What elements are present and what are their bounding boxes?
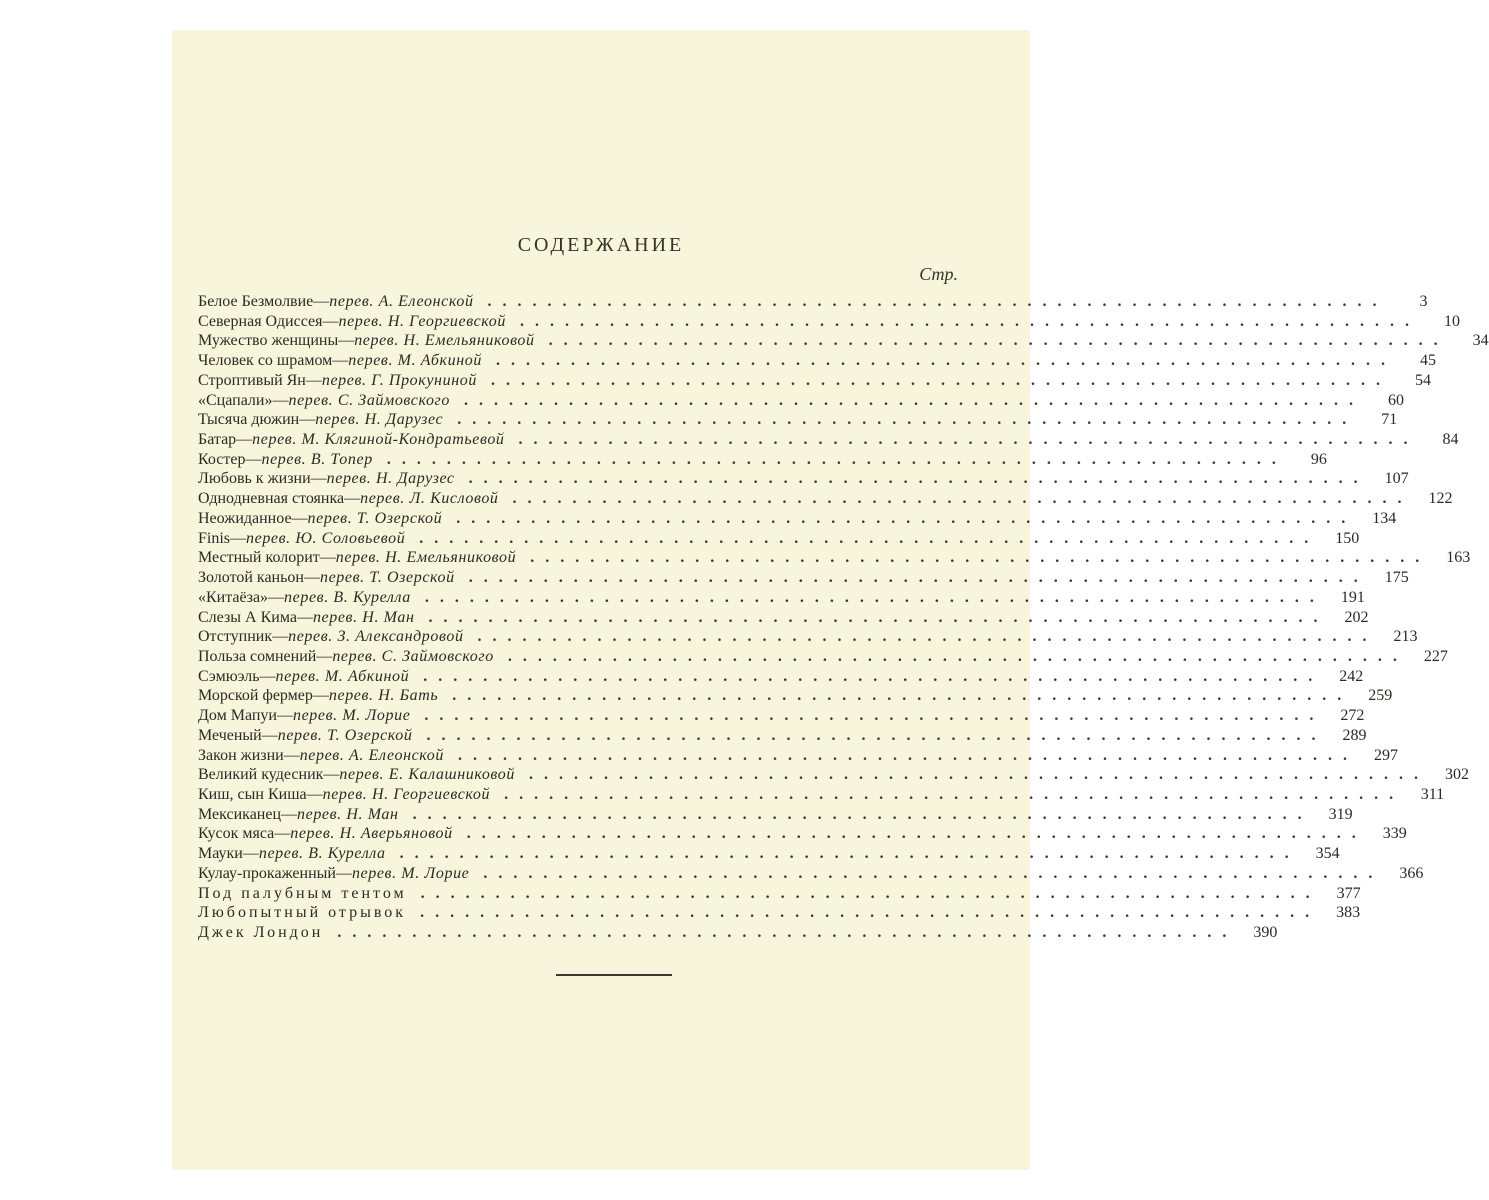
toc-entry-title: Костер (198, 450, 246, 468)
toc-entry (198, 608, 1369, 628)
dot-leader: ............................................................ (468, 569, 1369, 587)
toc-entry (198, 509, 1397, 529)
toc-entry-translator: перев. Н. Ман (297, 805, 399, 823)
toc-entry-translator: перев. Е. Калашниковой (339, 766, 515, 784)
dot-leader: ............................................................ (428, 608, 1329, 626)
toc-entry-page-number: 45 (1419, 352, 1436, 370)
toc-entry-translator: перев. А. Елеонской (299, 746, 444, 764)
dot-leader: ............................................................ (452, 687, 1353, 705)
toc-entry-translator: перев. З. Александровой (288, 628, 464, 646)
toc-entry (198, 588, 1365, 608)
toc-entry-dash: — (299, 411, 316, 429)
dot-leader: ............................................................ (464, 391, 1364, 409)
toc-entry-page-number: 84 (1442, 431, 1459, 449)
toc-entry (198, 529, 1360, 549)
toc-entry-page-number: 3 (1419, 293, 1428, 310)
toc-entry-page-number: 297 (1373, 746, 1398, 764)
dot-leader: ............................................................ (457, 411, 1358, 429)
toc-entry (198, 312, 1460, 332)
toc-entry (198, 667, 1364, 687)
dot-leader: ............................................................ (424, 588, 1325, 606)
toc-entry-translator: перев. Н. Бать (328, 687, 439, 705)
toc-entry-title: Под палубным тентом (198, 884, 407, 902)
toc-entry-title: Неожиданное (198, 509, 292, 527)
toc-entry-title: Человек со шрамом (198, 352, 333, 370)
toc-entry-page-number: 34 (1472, 332, 1489, 350)
dot-leader: ............................................................ (420, 884, 1321, 902)
toc-entry-title: Великий кудесник (198, 766, 324, 784)
toc-entry (198, 391, 1404, 411)
dot-leader: ............................................................ (457, 746, 1358, 764)
toc-entry-title: Морской фермер (198, 687, 313, 705)
toc-entry-translator: перев. М. Клягиной-Кондратьевой (252, 431, 505, 449)
toc-entry-dash: — (338, 332, 355, 350)
toc-entry-title: Finis (198, 529, 231, 547)
dot-leader: ............................................................ (424, 707, 1325, 725)
toc-entry-title: Местный колорит (198, 549, 320, 567)
dot-leader: ............................................................ (519, 312, 1420, 330)
toc-entry-dash: — (281, 805, 298, 823)
toc-entry-title: Батар (198, 431, 237, 449)
dot-leader: ............................................................ (337, 924, 1238, 941)
dot-leader: ............................................................ (412, 805, 1313, 823)
toc-entry-title: Сэмюэль (198, 667, 260, 685)
toc-entry-page-number: 191 (1340, 588, 1365, 606)
dot-leader: ............................................................ (490, 371, 1391, 389)
toc-entry-dash: — (261, 726, 278, 744)
toc-entry-translator: перев. Л. Кисловой (360, 490, 499, 508)
toc-entry-page-number: 259 (1368, 687, 1393, 705)
toc-entry-page-number: 319 (1328, 805, 1353, 823)
toc-entry (198, 785, 1445, 805)
toc-entry-translator: перев. В. Курелла (258, 845, 386, 863)
toc-entry-page-number: 107 (1384, 470, 1409, 488)
toc-entry-title: Кусок мяса (198, 825, 275, 843)
toc-entry-page-number: 377 (1336, 884, 1361, 902)
toc-entry-dash: — (272, 628, 289, 646)
toc-entry-dash: — (230, 529, 247, 547)
toc-entry-title: «Китаёза» (198, 588, 269, 606)
toc-entry-dash: — (335, 864, 352, 882)
toc-entry-translator: перев. Н. Аверьяновой (290, 825, 453, 843)
dot-leader: ............................................................ (466, 825, 1367, 843)
toc-entry-dash: — (296, 608, 313, 626)
toc-entry (198, 686, 1393, 706)
toc-entry-page-number: 96 (1310, 450, 1327, 468)
toc-heading: СОДЕРЖАНИЕ (517, 234, 685, 256)
dot-leader: ............................................................ (420, 904, 1321, 922)
toc-entry-page-number: 339 (1382, 825, 1407, 843)
toc-entry-page-number: 366 (1399, 864, 1424, 882)
toc-entry-dash: — (242, 845, 259, 863)
toc-entry (198, 765, 1469, 785)
toc-entry-page-number: 60 (1388, 391, 1404, 409)
toc-entry-translator: перев. Н. Георгиевской (338, 312, 506, 330)
toc-entry-title: Слезы А Кима (198, 608, 297, 626)
toc-entry-dash: — (236, 431, 253, 449)
toc-entry (198, 746, 1398, 766)
toc-entry-dash: — (283, 746, 300, 764)
closing-rule (556, 974, 672, 976)
toc-entry-dash: — (303, 569, 320, 587)
toc-entry-page-number: 390 (1253, 924, 1278, 941)
toc-entry (198, 548, 1471, 568)
toc-entry (198, 647, 1448, 667)
toc-entry-title: Мужество женщины (198, 332, 339, 350)
dot-leader: ............................................................ (419, 529, 1320, 547)
toc-entry-dash: — (344, 490, 361, 508)
dot-leader: ............................................................ (456, 509, 1357, 527)
toc-entry-translator: перев. В. Курелла (284, 588, 411, 606)
dot-leader: ............................................................ (426, 726, 1327, 744)
toc-entry (198, 706, 1365, 726)
toc-entry-dash: — (305, 371, 322, 389)
toc-entry (198, 726, 1367, 746)
toc-entry-translator: перев. В. Топер (261, 450, 373, 468)
dot-leader: ............................................................ (423, 667, 1324, 685)
dot-leader: ............................................................ (518, 431, 1419, 449)
toc-entry (198, 410, 1398, 430)
toc-entry-translator: перев. А. Елеонской (329, 293, 474, 310)
toc-entry-page-number: 213 (1393, 628, 1418, 646)
dot-leader: ............................................................ (512, 490, 1413, 508)
toc-entry-translator: перев. Т. Озерской (277, 726, 413, 744)
toc-entry (198, 844, 1340, 864)
toc-entry-translator: перев. Н. Дарузес (326, 470, 455, 488)
toc-entry-page-number: 10 (1443, 312, 1460, 330)
toc-entry-translator: перев. М. Лорие (351, 864, 470, 882)
dot-leader: ............................................................ (386, 450, 1287, 468)
toc-entry-title: Дом Мапуи (198, 707, 277, 725)
toc-entry-title: Джек Лондон (198, 924, 324, 941)
toc-entry (198, 430, 1459, 450)
toc-entry (198, 568, 1409, 588)
toc-entry-dash: — (323, 766, 340, 784)
dot-leader: ............................................................ (468, 470, 1369, 488)
toc-entry-translator: перев. Г. Прокуниной (321, 371, 477, 389)
dot-leader: ............................................................ (530, 549, 1431, 567)
toc-entry-title: Польза сомнений (198, 647, 317, 665)
toc-entry-dash: — (245, 450, 262, 468)
table-of-contents (198, 292, 1489, 943)
dot-leader: ............................................................ (528, 766, 1429, 784)
toc-entry-title: Строптивый Ян (198, 371, 306, 389)
toc-entry-dash: — (276, 707, 293, 725)
toc-entry-title: Любопытный отрывок (198, 904, 407, 922)
toc-entry-title: Отступник (198, 628, 273, 646)
toc-entry-page-number: 54 (1414, 371, 1431, 389)
toc-entry-dash: — (306, 785, 323, 803)
book-page (172, 30, 1489, 1170)
toc-entry-title: Белое Безмолвие (198, 293, 314, 310)
toc-entry (198, 450, 1327, 470)
dot-leader: ............................................................ (399, 845, 1300, 863)
toc-entry-translator: перев. М. Абкиной (275, 667, 410, 685)
toc-entry (198, 884, 1361, 904)
toc-entry-translator: перев. Т. Озерской (307, 509, 443, 527)
toc-entry-translator: перев. Н. Емельяниковой (335, 549, 517, 567)
toc-entry-title: Киш, сын Киша (198, 785, 307, 803)
toc-entry-translator: перев. Н. Ман (312, 608, 415, 626)
toc-entry-translator: перев. Н. Емельяниковой (354, 332, 535, 350)
toc-entry-title: Меченый (198, 726, 262, 744)
toc-entry (198, 489, 1453, 509)
toc-entry-page-number: 71 (1381, 411, 1398, 429)
toc-entry-page-number: 202 (1344, 608, 1369, 626)
toc-entry-dash: — (313, 293, 330, 310)
dot-leader: ............................................................ (507, 647, 1408, 665)
toc-entry-title: Однодневная стоянка (198, 490, 345, 508)
toc-entry-page-number: 302 (1444, 766, 1469, 784)
toc-entry-dash: — (291, 509, 308, 527)
toc-entry-dash: — (319, 549, 336, 567)
page-column-label: Стр. (919, 264, 958, 284)
toc-entry-translator: перев. Ю. Соловьевой (246, 529, 406, 547)
toc-entry-page-number: 134 (1372, 509, 1397, 527)
toc-entry-dash: — (312, 687, 329, 705)
toc-entry (198, 824, 1407, 844)
toc-entry (198, 627, 1418, 647)
toc-entry-page-number: 122 (1428, 490, 1453, 508)
toc-entry-dash: — (259, 667, 276, 685)
toc-entry-page-number: 227 (1423, 647, 1448, 665)
toc-entry (198, 292, 1428, 312)
toc-entry-title: Мексиканец (198, 805, 282, 823)
toc-entry (198, 331, 1489, 351)
dot-leader: ............................................................ (483, 864, 1384, 882)
toc-entry-translator: перев. С. Займовского (288, 391, 450, 409)
toc-entry-title: Золотой каньон (198, 569, 304, 587)
toc-entry-dash: — (274, 825, 291, 843)
toc-entry-translator: перев. М. Лорие (292, 707, 411, 725)
toc-entry-title: Любовь к жизни (198, 470, 311, 488)
toc-entry-translator: перев. М. Абкиной (348, 352, 482, 370)
toc-entry-page-number: 175 (1384, 569, 1409, 587)
dot-leader: ............................................................ (495, 352, 1396, 370)
toc-entry (198, 805, 1353, 825)
dot-leader: ............................................................ (477, 628, 1378, 646)
toc-entry-dash: — (268, 588, 285, 606)
toc-entry-translator: перев. С. Займовского (332, 647, 494, 665)
toc-entry (198, 864, 1424, 884)
toc-entry-page-number: 150 (1335, 529, 1360, 547)
toc-entry-page-number: 289 (1342, 726, 1367, 744)
toc-entry-dash: — (332, 352, 349, 370)
toc-entry-title: Мауки (198, 845, 243, 863)
toc-entry-title: Кулау-прокаженный (198, 864, 336, 882)
toc-entry-page-number: 242 (1339, 667, 1364, 685)
toc-entry-page-number: 354 (1315, 845, 1340, 863)
toc-entry-translator: перев. Т. Озерской (319, 569, 455, 587)
toc-entry (198, 351, 1436, 371)
toc-entry (198, 923, 1278, 943)
toc-entry-page-number: 383 (1336, 904, 1361, 922)
toc-entry-dash: — (310, 470, 327, 488)
toc-entry-title: Закон жизни (198, 746, 284, 764)
toc-entry-page-number: 311 (1420, 785, 1445, 803)
toc-entry-dash: — (316, 647, 333, 665)
toc-entry-translator: перев. Н. Георгиевской (322, 785, 491, 803)
toc-entry-title: Северная Одиссея (198, 312, 323, 330)
dot-leader: ............................................................ (504, 785, 1405, 803)
toc-entry-title: Тысяча дюжин (198, 411, 300, 429)
toc-entry-page-number: 163 (1446, 549, 1471, 567)
toc-entry-title: «Сцапали» (198, 391, 273, 409)
toc-entry (198, 469, 1409, 489)
toc-entry-dash: — (272, 391, 289, 409)
toc-entry-dash: — (322, 312, 339, 330)
toc-entry-translator: перев. Н. Дарузес (315, 411, 444, 429)
toc-entry (198, 903, 1361, 923)
dot-leader: ............................................................ (487, 293, 1388, 310)
toc-entry (198, 371, 1431, 391)
toc-entry-page-number: 272 (1340, 707, 1365, 725)
dot-leader: ............................................................ (548, 332, 1449, 350)
